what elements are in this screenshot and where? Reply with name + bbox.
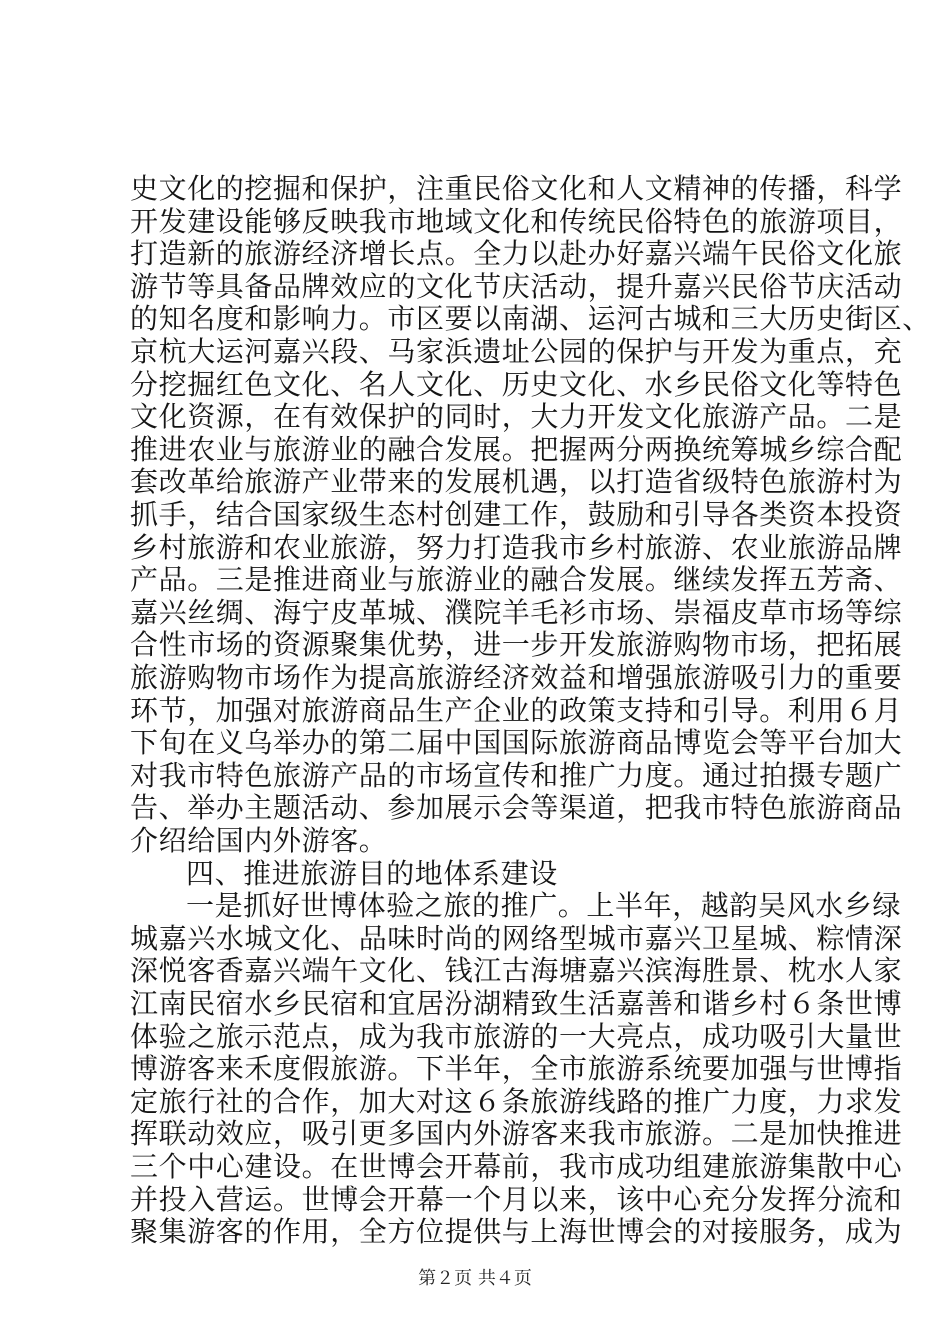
text-line: 旅游购物市场作为提高旅游经济效益和增强旅游吸引力的重要 <box>130 661 903 694</box>
text-line: 介绍给国内外游客。 <box>130 824 388 857</box>
section-heading: 四、推进旅游目的地体系建设 <box>186 856 558 890</box>
text-line: 嘉兴丝绸、海宁皮革城、濮院羊毛衫市场、崇福皮草市场等综 <box>130 595 903 629</box>
text-line: 文化资源，在有效保护的同时，大力开发文化旅游产品。二是 <box>130 400 903 434</box>
text-line: 推进农业与旅游业的融合发展。把握两分两换统筹城乡综合配 <box>130 432 903 466</box>
text-line: 对我市特色旅游产品的市场宣传和推广力度。通过拍摄专题广 <box>130 758 903 792</box>
text-line: 下旬在义乌举办的第二届中国国际旅游商品博览会等平台加大 <box>130 726 903 760</box>
text-line: 抓手，结合国家级生态村创建工作，鼓励和引导各类资本投资 <box>130 498 903 531</box>
text-line: 告、举办主题活动、参加展示会等渠道，把我市特色旅游商品 <box>130 791 903 825</box>
text-line: 套改革给旅游产业带来的发展机遇，以打造省级特色旅游村为 <box>130 465 903 499</box>
text-line: 聚集游客的作用，全方位提供与上海世博会的对接服务，成为 <box>130 1215 903 1249</box>
text-line: 开发建设能够反映我市地域文化和传统民俗特色的旅游项目， <box>130 204 903 238</box>
text-line: 打造新的旅游经济增长点。全力以赴办好嘉兴端午民俗文化旅 <box>130 237 903 271</box>
text-line: 合性市场的资源聚集优势，进一步开发旅游购物市场，把拓展 <box>130 628 903 662</box>
text-line: 乡村旅游和农业旅游，努力打造我市乡村旅游、农业旅游品牌 <box>130 530 903 564</box>
text-line: 博游客来禾度假旅游。下半年，全市旅游系统要加强与世博指 <box>130 1052 903 1086</box>
text-line: 城嘉兴水城文化、品味时尚的网络型城市嘉兴卫星城、粽情深 <box>130 921 903 955</box>
page-footer: 第２页 共４页 <box>418 1268 532 1289</box>
text-line: 定旅行社的合作，加大对这６条旅游线路的推广力度，力求发 <box>130 1084 903 1118</box>
text-line: 游节等具备品牌效应的文化节庆活动，提升嘉兴民俗节庆活动 <box>130 269 903 303</box>
text-line: 体验之旅示范点，成为我市旅游的一大亮点，成功吸引大量世 <box>130 1019 903 1053</box>
text-line: 江南民宿水乡民宿和宜居汾湖精致生活嘉善和谐乡村６条世博 <box>130 987 903 1020</box>
text-line: 环节，加强对旅游商品生产企业的政策支持和引导。利用６月 <box>130 693 903 727</box>
text-line: 一是抓好世博体验之旅的推广。上半年，越韵吴风水乡绿 <box>186 889 902 923</box>
text-line: 分挖掘红色文化、名人文化、历史文化、水乡民俗文化等特色 <box>130 367 903 401</box>
text-line: 的知名度和影响力。市区要以南湖、运河古城和三大历史街区、 <box>130 302 931 336</box>
text-line: 挥联动效应，吸引更多国内外游客来我市旅游。二是加快推进 <box>130 1117 903 1151</box>
text-line: 产品。三是推进商业与旅游业的融合发展。继续发挥五芳斋、 <box>130 563 903 597</box>
text-line: 并投入营运。世博会开幕一个月以来，该中心充分发挥分流和 <box>130 1182 903 1216</box>
text-line: 京杭大运河嘉兴段、马家浜遗址公园的保护与开发为重点，充 <box>130 335 903 368</box>
text-line: 史文化的挖掘和保护，注重民俗文化和人文精神的传播，科学 <box>130 172 903 205</box>
text-line: 三个中心建设。在世博会开幕前，我市成功组建旅游集散中心 <box>130 1150 903 1183</box>
text-line: 深悦客香嘉兴端午文化、钱江古海塘嘉兴滨海胜景、枕水人家 <box>130 954 903 988</box>
